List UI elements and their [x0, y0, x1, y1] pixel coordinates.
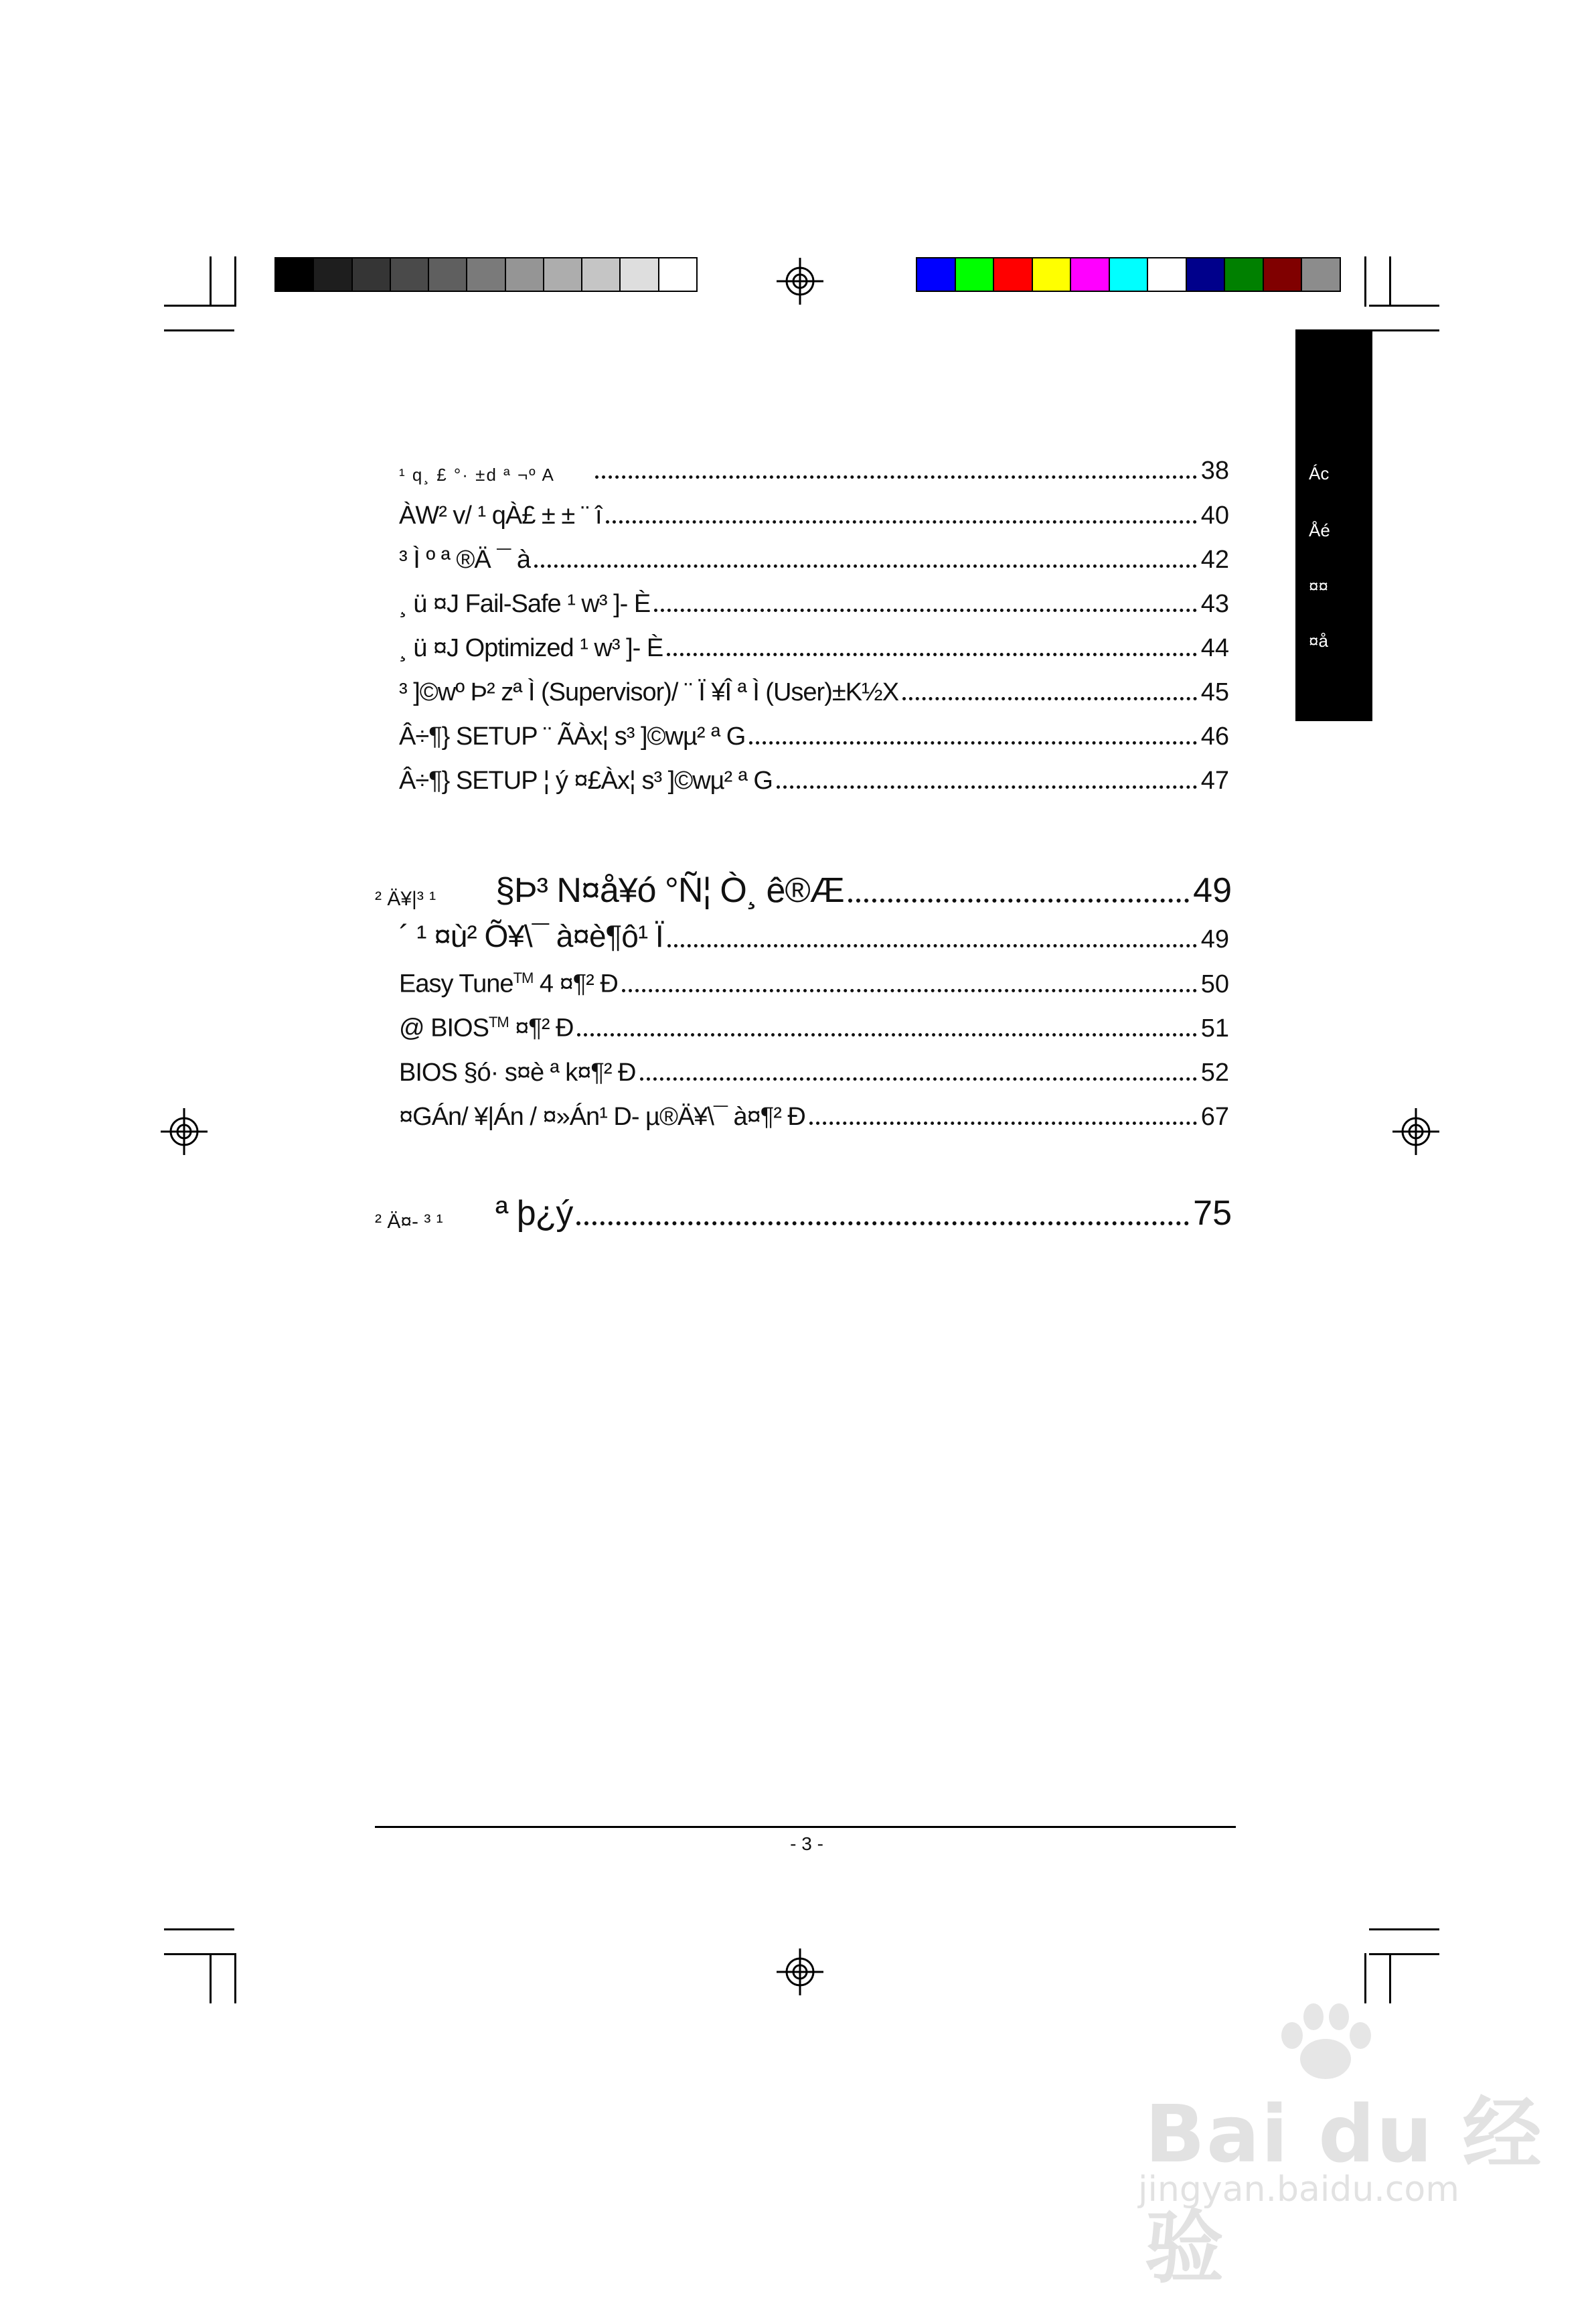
toc-entry-title: @ BIOS	[399, 1014, 489, 1043]
toc-entry	[399, 1003, 1229, 1043]
toc-entry	[399, 579, 1229, 619]
dot-leader	[667, 944, 1197, 947]
color-swatch	[314, 258, 352, 291]
toc-entry-title-suffix: 4 ¤¶² Ð	[533, 970, 618, 998]
dot-leader	[848, 899, 1189, 903]
toc-entry	[399, 914, 1229, 954]
color-swatch	[467, 258, 505, 291]
side-tab-label: ¤å	[1309, 631, 1328, 651]
dot-leader	[534, 564, 1197, 568]
crop-mark	[234, 1953, 236, 2003]
crop-mark	[1369, 1953, 1439, 1955]
side-tab	[1295, 329, 1372, 721]
color-swatch	[659, 258, 696, 291]
toc-entry	[399, 1091, 1229, 1132]
crop-mark	[164, 329, 234, 331]
toc-entry-title: Â÷¶} SETUP ¦ ý ¤£Àx¦ s³ ]©wµ² ª G	[399, 767, 773, 795]
crop-mark	[1369, 329, 1439, 331]
color-swatch	[391, 258, 429, 291]
toc-entry	[399, 1047, 1229, 1087]
crop-mark	[164, 1928, 234, 1930]
toc-entry-page: 42	[1200, 546, 1229, 574]
side-tab-label: Ác	[1309, 463, 1330, 483]
toc-entry-title: ³ Ì º ª ®Ä ¯ à	[399, 546, 530, 574]
dot-leader	[902, 697, 1197, 700]
toc-entry	[399, 667, 1229, 707]
watermark-logo: Bai du 经验	[1145, 2088, 1543, 2294]
toc-entry-title: ¸ ü ¤J Fail-Safe ¹ w³ ]- È	[399, 590, 651, 618]
trademark-mark: TM	[488, 1014, 509, 1031]
toc-entry-title: ¤GÁn/ ¥|Án / ¤»Án¹ D- µ®Ä¥\¯ à¤¶² Ð	[399, 1103, 805, 1131]
crop-mark	[210, 256, 212, 307]
crop-mark	[1389, 256, 1391, 307]
chapter-heading	[375, 864, 1232, 911]
dot-leader	[595, 475, 1197, 479]
chapter-page: 49	[1193, 871, 1232, 910]
toc-entry	[399, 711, 1229, 751]
toc-entry-page: 52	[1200, 1059, 1229, 1087]
dot-leader	[654, 609, 1197, 612]
color-swatch	[621, 258, 659, 291]
toc-entry-title: ¸ ü ¤J Optimized ¹ w³ ]- È	[399, 634, 663, 662]
color-swatch	[956, 258, 995, 291]
page-number: - 3 -	[790, 1833, 823, 1854]
chapter-page: 75	[1193, 1194, 1232, 1233]
side-tab-label: Åé	[1309, 520, 1330, 540]
crop-mark	[1364, 256, 1366, 307]
crop-mark	[234, 256, 236, 307]
toc-entry	[399, 534, 1229, 574]
toc-entry-title: Easy Tune	[399, 970, 513, 998]
registration-mark-icon	[777, 258, 823, 305]
chapter-number: ² Ä¥|³ ¹	[375, 888, 436, 910]
toc-entry-page: 38	[1200, 457, 1229, 485]
color-bar	[916, 257, 1341, 292]
toc-entry-title: ÀW² v/ ¹ qÀ£ ± ± ¨ î	[399, 502, 602, 530]
toc-entry-page: 51	[1200, 1014, 1229, 1043]
dot-leader	[622, 989, 1197, 992]
registration-mark-icon	[777, 1948, 823, 1995]
crop-mark	[164, 1953, 234, 1955]
footer-rule	[375, 1826, 1236, 1828]
registration-mark-icon	[1392, 1108, 1439, 1155]
toc-entry-title: BIOS §ó· s¤è ª k¤¶² Ð	[399, 1059, 636, 1087]
watermark-url: jingyan.baidu.com	[1138, 2169, 1459, 2210]
crop-mark	[1369, 305, 1439, 307]
color-swatch	[917, 258, 956, 291]
color-swatch	[994, 258, 1033, 291]
dot-leader	[809, 1122, 1197, 1125]
grayscale-bar	[274, 257, 698, 292]
registration-mark-icon	[161, 1108, 208, 1155]
dot-leader	[640, 1077, 1197, 1081]
dot-leader	[749, 741, 1196, 745]
toc-entry-title: ¹ q¸ £ °· ±d ª ¬º A	[399, 465, 555, 485]
color-swatch	[276, 258, 314, 291]
crop-mark	[1364, 1953, 1366, 2003]
toc-entry	[399, 755, 1229, 795]
color-swatch	[582, 258, 621, 291]
toc-entry-title-suffix: ¤¶² Ð	[508, 1014, 574, 1043]
crop-mark	[1389, 1953, 1391, 2003]
chapter-title: ª þ¿ý	[495, 1194, 573, 1233]
toc-entry	[399, 623, 1229, 663]
color-swatch	[1187, 258, 1226, 291]
color-swatch	[506, 258, 544, 291]
dot-leader	[606, 520, 1197, 524]
color-swatch	[1302, 258, 1340, 291]
toc-entry-page: 44	[1200, 634, 1229, 662]
toc-entry-page: 47	[1200, 767, 1229, 795]
color-swatch	[429, 258, 467, 291]
color-swatch	[1110, 258, 1149, 291]
color-swatch	[1071, 258, 1110, 291]
toc-entry-title: ³ ]©wº Þ² zª Ì (Supervisor)/ ¨ Ï ¥Î ª Ì (User)±K½X	[399, 678, 899, 706]
chapter-heading	[375, 1186, 1232, 1233]
side-tab-label: ¤¤	[1309, 576, 1328, 596]
color-swatch	[1264, 258, 1303, 291]
toc-entry-page: 46	[1200, 722, 1229, 751]
chapter-title: §Þ³ N¤å¥ó °Ñ¦ Ò¸ ê®Æ	[495, 871, 844, 910]
toc-entry	[399, 959, 1229, 999]
toc-entry-page: 67	[1200, 1103, 1229, 1131]
toc-entry-title: Â÷¶} SETUP ¨ ÃÀx¦ s³ ]©wµ² ª G	[399, 722, 746, 751]
dot-leader	[576, 1221, 1189, 1225]
toc-entry-page: 50	[1200, 970, 1229, 998]
color-swatch	[353, 258, 391, 291]
crop-mark	[1369, 1928, 1439, 1930]
color-swatch	[1225, 258, 1264, 291]
color-swatch	[1148, 258, 1187, 291]
dot-leader	[777, 785, 1197, 789]
trademark-mark: TM	[513, 970, 534, 987]
toc-entry-page: 49	[1200, 925, 1229, 953]
color-swatch	[544, 258, 582, 291]
chapter-number: ² Ä¤- ³ ¹	[375, 1211, 443, 1233]
dot-leader	[577, 1033, 1196, 1037]
toc-entry-page: 43	[1200, 590, 1229, 618]
color-swatch	[1033, 258, 1072, 291]
toc-entry-page: 40	[1200, 502, 1229, 530]
crop-mark	[210, 1953, 212, 2003]
toc-entry	[399, 490, 1229, 530]
dot-leader	[667, 653, 1197, 656]
toc-entry-title: ´ ¹ ¤ù² Õ¥\¯ à¤è¶ô¹ Ï	[399, 919, 663, 953]
toc-entry-page: 45	[1200, 678, 1229, 706]
crop-mark	[164, 305, 234, 307]
toc-entry	[399, 445, 1229, 485]
